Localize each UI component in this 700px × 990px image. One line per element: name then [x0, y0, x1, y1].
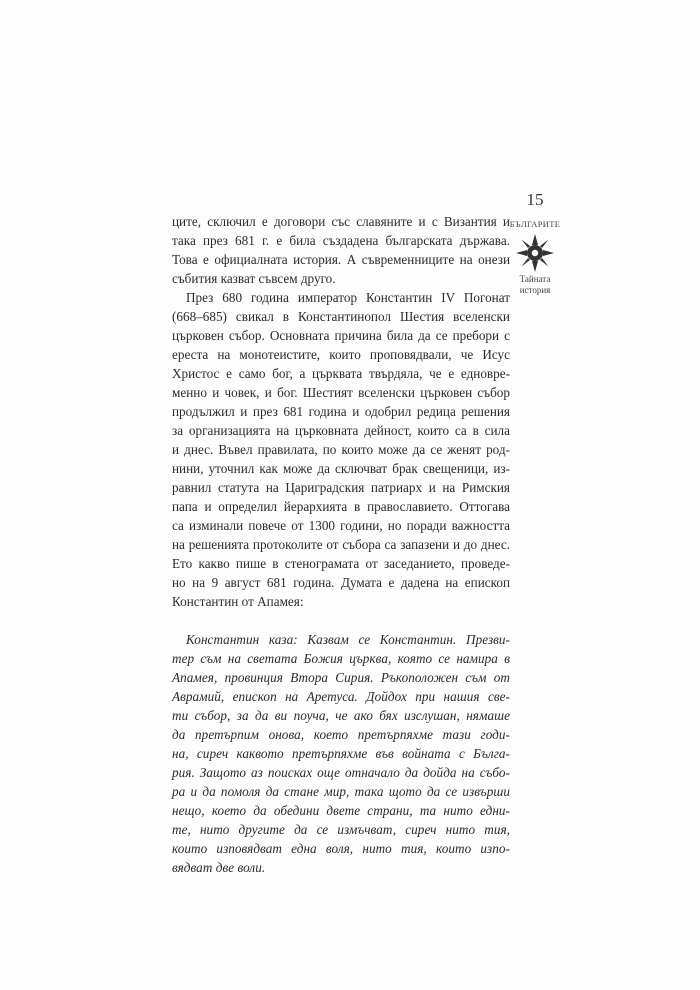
- body-line: Христос е само бог, а църквата твърдяла, че е едновре-: [172, 366, 510, 381]
- body-line: Константин от Апамея:: [172, 594, 304, 609]
- body-line: на решенията протоколите от събора са запазени и до днес.: [172, 537, 510, 552]
- quote-line: тер съм на светата Божия църква, която се намира в: [172, 651, 510, 666]
- subtitle-line: Тайната: [519, 274, 551, 284]
- quote-line: да претърпим онова, което претърпяхме тази годи-: [172, 727, 510, 742]
- quote-line: ти събор, за да ви поуча, че ако бях изслушан, нямаше: [172, 708, 510, 723]
- body-line: менно и човек, и бог. Шестият вселенски църковен събор: [172, 385, 510, 400]
- main-text: [172, 212, 510, 877]
- subtitle-line: история: [519, 285, 551, 295]
- body-line: и днес. Въвел правилата, по които може да се женят род-: [172, 442, 510, 457]
- body-line: са изминали повече от 1300 години, но поради важността: [172, 518, 510, 533]
- sunburst-emblem-icon: [515, 233, 555, 273]
- quote-line: които изповядват една воля, нито тия, които изпо-: [172, 841, 510, 856]
- quote-line: на, сиреч каквото претърпяхме във войната с Бълга-: [172, 746, 510, 761]
- book-title: БЪЛГАРИТЕ: [509, 219, 561, 229]
- quote-line: те, нито другите да се измъчват, сиреч нито тия,: [172, 822, 510, 837]
- quote-line: вядват две воли.: [172, 860, 266, 875]
- body-line: събития казват съвсем друго.: [172, 271, 336, 286]
- quote-line: Аврамий, епископ на Аретуса. Дойдох при нашия све-: [172, 689, 510, 704]
- page-number: 15: [526, 190, 544, 209]
- book-subtitle: [500, 274, 570, 296]
- body-line: църковен събор. Основната причина била да се пребори с: [172, 328, 510, 343]
- running-header: [500, 190, 570, 296]
- body-line: (668–685) свикал в Константинопол Шестия вселенски: [172, 309, 510, 324]
- body-line: продължил и през 681 година и одобрил редица решения: [172, 404, 510, 419]
- body-line: Ето какво пише в стенограмата от заседанието, проведе-: [172, 556, 510, 571]
- quoted-transcript: [172, 630, 510, 877]
- body-line: папа и определил йерархията в православието. Оттогава: [172, 499, 510, 514]
- body-line: През 680 година император Константин IV Погонат: [186, 290, 510, 305]
- body-line: за организацията на църковната дейност, които са в сила: [172, 423, 510, 438]
- body-line: ците, сключил е договори със славяните и с Византия и: [172, 214, 510, 229]
- quote-line: Апамея, провинция Втора Сирия. Ръкоположен съм от: [172, 670, 510, 685]
- body-line: ереста на монотеистите, които проповядвали, че Исус: [172, 347, 510, 362]
- body-line: така през 681 г. е била създадена българската държава.: [172, 233, 510, 248]
- quote-line: Константин каза: Казвам се Константин. Презви-: [186, 632, 510, 647]
- body-line: нини, уточнил как може да сключват брак свещеници, из-: [172, 461, 510, 476]
- body-line: равнил статута на Цариградския патриарх и на Римския: [172, 480, 510, 495]
- quote-line: нещо, което да обедини двете страни, та нито едни-: [172, 803, 510, 818]
- quote-line: ра и да помоля да стане мир, така щото да се извърши: [172, 784, 510, 799]
- body-line: но на 9 август 681 година. Думата е дадена на епископ: [172, 575, 510, 590]
- quote-line: рия. Защото аз поисках още отначало да дойда на събо-: [172, 765, 510, 780]
- body-line: Това е официалната история. А съвременниците на онези: [172, 252, 510, 267]
- paragraph-gap: [172, 611, 510, 630]
